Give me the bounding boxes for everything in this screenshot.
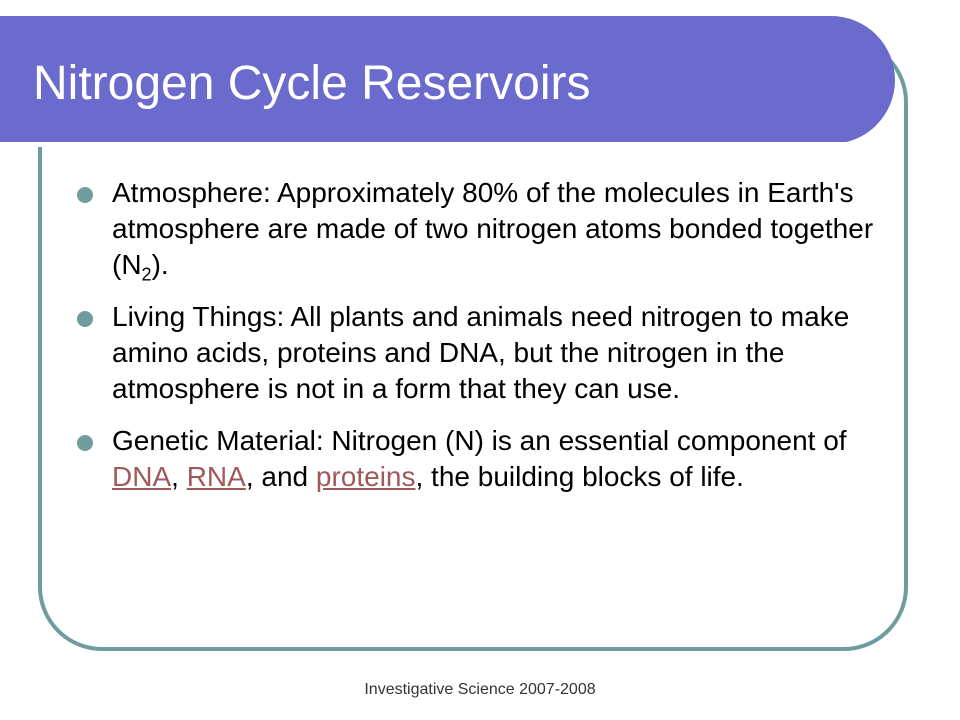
bullet-dot bbox=[77, 187, 93, 203]
bullet-atmosphere bbox=[76, 175, 876, 283]
slide-footer: Investigative Science 2007-2008 bbox=[364, 681, 596, 698]
bullet-dot bbox=[77, 311, 93, 327]
bullet-dot bbox=[77, 435, 93, 451]
genetic-text-end: , the building blocks of life. bbox=[415, 461, 744, 492]
atmosphere-text: Atmosphere: Approximately 80% of the molecules in Earth's atmosphere are made of two nitrogen atoms bonded together (N bbox=[112, 177, 874, 280]
title-underline bbox=[0, 142, 848, 147]
bullet-text bbox=[112, 425, 847, 492]
separator-1: , bbox=[171, 461, 187, 492]
title-band bbox=[0, 16, 895, 144]
bullet-living-things bbox=[76, 299, 876, 407]
bullet-text bbox=[112, 177, 874, 285]
atmosphere-text-end: ). bbox=[151, 249, 169, 280]
separator-2: , and bbox=[245, 461, 316, 492]
bullet-genetic-material bbox=[76, 423, 876, 495]
living-things-text: Living Things: All plants and animals need nitrogen to make amino acids, proteins and DNA, but the nitrogen in the atmosphere is not in a form that they can use. bbox=[112, 301, 850, 404]
dna-link[interactable]: DNA bbox=[112, 461, 172, 492]
bullet-list bbox=[76, 175, 876, 511]
subscript-2: 2 bbox=[141, 264, 152, 285]
slide-title: Nitrogen Cycle Reservoirs bbox=[33, 57, 591, 110]
rna-link[interactable]: RNA bbox=[186, 461, 246, 492]
proteins-link[interactable]: proteins bbox=[315, 461, 416, 492]
genetic-text-start: Genetic Material: Nitrogen (N) is an essential component of bbox=[112, 425, 847, 456]
